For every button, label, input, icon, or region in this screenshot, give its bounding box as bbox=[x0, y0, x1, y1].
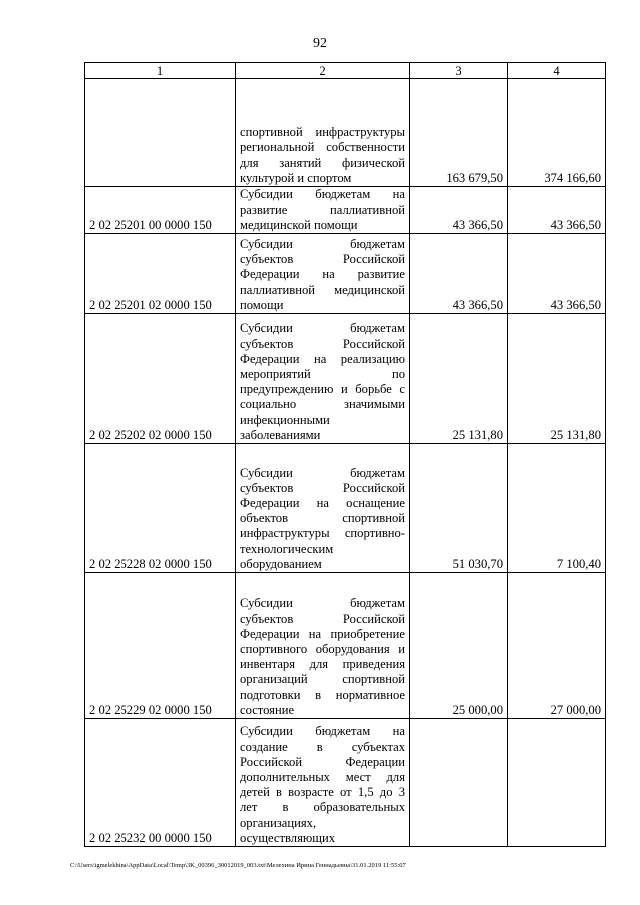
description-cell: спортивной инфраструктуры региональной собственности для занятий физической культурой и спортом bbox=[236, 79, 410, 187]
table-row bbox=[85, 234, 606, 314]
page-number: 92 bbox=[313, 36, 327, 51]
table-row bbox=[85, 187, 606, 234]
amount-cell-col3: 163 679,50 bbox=[410, 79, 508, 187]
table-row bbox=[85, 444, 606, 573]
amount-cell-col4: 7 100,40 bbox=[508, 444, 606, 573]
amount-cell-col3: 51 030,70 bbox=[410, 444, 508, 573]
table-row bbox=[85, 573, 606, 719]
budget-code-cell bbox=[85, 79, 236, 187]
table-header-row bbox=[85, 63, 606, 79]
table-row bbox=[85, 314, 606, 444]
description-cell: Субсидии бюджетам субъектов Российской Федерации на оснащение объектов спортивной инфраструктуры спортивно-технологическим оборудованием bbox=[236, 444, 410, 573]
amount-cell-col4: 27 000,00 bbox=[508, 573, 606, 719]
amount-cell-col4: 25 131,80 bbox=[508, 314, 606, 444]
description-cell: Субсидии бюджетам субъектов Российской Федерации на приобретение спортивного оборудования и инвентаря для приведения организаций спортивной подготовки в нормативное состояние bbox=[236, 573, 410, 719]
column-header-3: 3 bbox=[410, 63, 508, 79]
amount-cell-col3: 43 366,50 bbox=[410, 187, 508, 234]
amount-cell-col4 bbox=[508, 719, 606, 847]
amount-cell-col3 bbox=[410, 719, 508, 847]
budget-table bbox=[84, 62, 606, 847]
budget-code-cell: 2 02 25228 02 0000 150 bbox=[85, 444, 236, 573]
budget-code-cell: 2 02 25229 02 0000 150 bbox=[85, 573, 236, 719]
description-cell: Субсидии бюджетам на создание в субъектах Российской Федерации дополнительных мест для детей в возрасте от 1,5 до 3 лет в образовательных организациях, осуществляющих bbox=[236, 719, 410, 847]
table-row bbox=[85, 719, 606, 847]
budget-code-cell: 2 02 25202 02 0000 150 bbox=[85, 314, 236, 444]
budget-code-cell: 2 02 25201 00 0000 150 bbox=[85, 187, 236, 234]
description-cell: Субсидии бюджетам на развитие паллиативной медицинской помощи bbox=[236, 187, 410, 234]
file-path-footer: C:\Users\igmelekhina\AppData\Local\Temp\3K_00396_30012019_003.txt\Мелехина Ирина Геннадьевна\31.01.2019 11:55:07 bbox=[70, 862, 406, 869]
table-row bbox=[85, 79, 606, 187]
amount-cell-col4: 43 366,50 bbox=[508, 187, 606, 234]
description-cell: Субсидии бюджетам субъектов Российской Федерации на реализацию мероприятий по предупреждению и борьбе с социально значимыми инфекционными заболеваниями bbox=[236, 314, 410, 444]
amount-cell-col3: 25 000,00 bbox=[410, 573, 508, 719]
amount-cell-col3: 43 366,50 bbox=[410, 234, 508, 314]
amount-cell-col4: 43 366,50 bbox=[508, 234, 606, 314]
amount-cell-col4: 374 166,60 bbox=[508, 79, 606, 187]
budget-code-cell: 2 02 25232 00 0000 150 bbox=[85, 719, 236, 847]
column-header-1: 1 bbox=[85, 63, 236, 79]
budget-code-cell: 2 02 25201 02 0000 150 bbox=[85, 234, 236, 314]
description-cell: Субсидии бюджетам субъектов Российской Федерации на развитие паллиативной медицинской помощи bbox=[236, 234, 410, 314]
amount-cell-col3: 25 131,80 bbox=[410, 314, 508, 444]
column-header-2: 2 bbox=[236, 63, 410, 79]
column-header-4: 4 bbox=[508, 63, 606, 79]
